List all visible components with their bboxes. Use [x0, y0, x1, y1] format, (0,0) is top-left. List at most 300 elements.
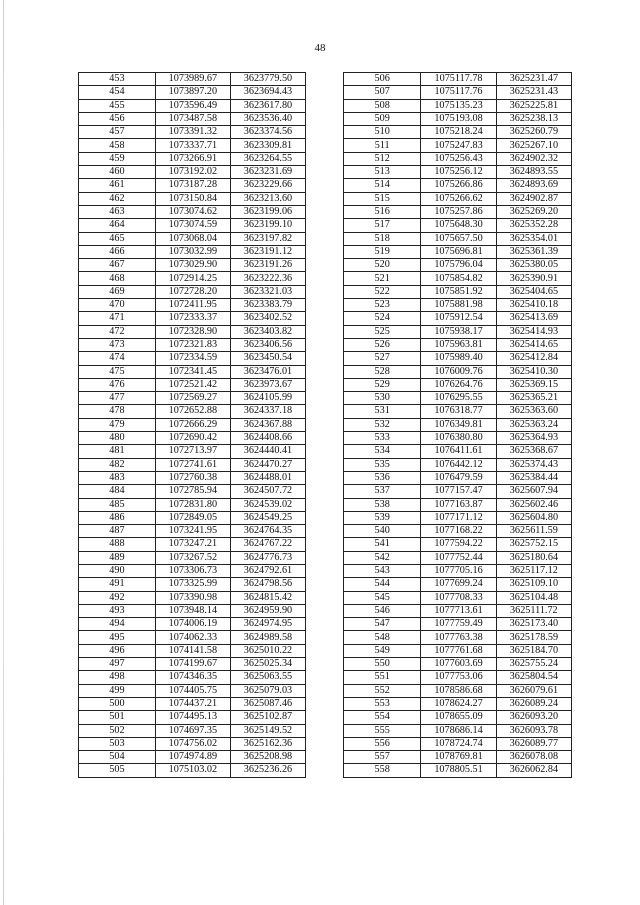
- y-coordinate-cell: 3625260.79: [496, 126, 571, 139]
- x-coordinate-cell: 1074437.21: [155, 697, 230, 710]
- point-number-cell: 501: [79, 711, 156, 724]
- y-coordinate-cell: 3623191.12: [230, 245, 305, 258]
- x-coordinate-cell: 1072569.27: [155, 392, 230, 405]
- y-coordinate-cell: 3625079.03: [230, 684, 305, 697]
- x-coordinate-cell: 1073306.73: [155, 564, 230, 577]
- y-coordinate-cell: 3626093.78: [496, 724, 571, 737]
- point-number-cell: 546: [344, 604, 421, 617]
- point-number-cell: 456: [79, 112, 156, 125]
- y-coordinate-cell: 3625412.84: [496, 352, 571, 365]
- point-number-cell: 548: [344, 631, 421, 644]
- table-row: [79, 604, 306, 617]
- point-number-cell: 531: [344, 405, 421, 418]
- y-coordinate-cell: 3625380.05: [496, 259, 571, 272]
- table-row: [79, 644, 306, 657]
- x-coordinate-cell: 1077594.22: [421, 538, 496, 551]
- x-coordinate-cell: 1072411.95: [155, 299, 230, 312]
- table-row: [79, 232, 306, 245]
- point-number-cell: 526: [344, 338, 421, 351]
- point-number-cell: 455: [79, 99, 156, 112]
- x-coordinate-cell: 1075117.78: [421, 73, 496, 86]
- x-coordinate-cell: 1073325.99: [155, 578, 230, 591]
- table-body: [344, 73, 572, 778]
- x-coordinate-cell: 1075135.23: [421, 99, 496, 112]
- y-coordinate-cell: 3623199.06: [230, 205, 305, 218]
- point-number-cell: 515: [344, 192, 421, 205]
- y-coordinate-cell: 3625374.43: [496, 458, 571, 471]
- table-row: [79, 724, 306, 737]
- y-coordinate-cell: 3625413.69: [496, 312, 571, 325]
- table-row: [79, 418, 306, 431]
- table-row: [344, 245, 572, 258]
- y-coordinate-cell: 3626078.08: [496, 751, 571, 764]
- y-coordinate-cell: 3626093.20: [496, 711, 571, 724]
- point-number-cell: 516: [344, 205, 421, 218]
- x-coordinate-cell: 1072849.05: [155, 511, 230, 524]
- point-number-cell: 513: [344, 166, 421, 179]
- point-number-cell: 489: [79, 551, 156, 564]
- table-row: [344, 166, 572, 179]
- x-coordinate-cell: 1075256.43: [421, 152, 496, 165]
- x-coordinate-cell: 1076479.59: [421, 471, 496, 484]
- y-coordinate-cell: 3623383.79: [230, 299, 305, 312]
- point-number-cell: 459: [79, 152, 156, 165]
- point-number-cell: 462: [79, 192, 156, 205]
- point-number-cell: 507: [344, 86, 421, 99]
- x-coordinate-cell: 1072666.29: [155, 418, 230, 431]
- y-coordinate-cell: 3625109.10: [496, 578, 571, 591]
- x-coordinate-cell: 1077753.06: [421, 671, 496, 684]
- table-row: [79, 511, 306, 524]
- table-row: [344, 485, 572, 498]
- table-row: [79, 245, 306, 258]
- y-coordinate-cell: 3625087.46: [230, 697, 305, 710]
- x-coordinate-cell: 1075989.40: [421, 352, 496, 365]
- x-coordinate-cell: 1078686.14: [421, 724, 496, 737]
- point-number-cell: 533: [344, 432, 421, 445]
- point-number-cell: 495: [79, 631, 156, 644]
- point-number-cell: 484: [79, 485, 156, 498]
- x-coordinate-cell: 1078655.09: [421, 711, 496, 724]
- x-coordinate-cell: 1075696.81: [421, 245, 496, 258]
- point-number-cell: 473: [79, 338, 156, 351]
- x-coordinate-cell: 1075266.86: [421, 179, 496, 192]
- point-number-cell: 464: [79, 219, 156, 232]
- table-row: [79, 618, 306, 631]
- table-row: [79, 272, 306, 285]
- x-coordinate-cell: 1072341.45: [155, 365, 230, 378]
- table-row: [344, 126, 572, 139]
- table-row: [79, 152, 306, 165]
- table-row: [344, 458, 572, 471]
- y-coordinate-cell: 3623973.67: [230, 378, 305, 391]
- y-coordinate-cell: 3625162.36: [230, 737, 305, 750]
- table-row: [79, 578, 306, 591]
- point-number-cell: 487: [79, 525, 156, 538]
- y-coordinate-cell: 3625363.60: [496, 405, 571, 418]
- y-coordinate-cell: 3626089.77: [496, 737, 571, 750]
- table-row: [344, 259, 572, 272]
- x-coordinate-cell: 1073267.52: [155, 551, 230, 564]
- y-coordinate-cell: 3625104.48: [496, 591, 571, 604]
- y-coordinate-cell: 3625410.18: [496, 299, 571, 312]
- y-coordinate-cell: 3626089.24: [496, 697, 571, 710]
- table-row: [79, 73, 306, 86]
- y-coordinate-cell: 3624776.73: [230, 551, 305, 564]
- y-coordinate-cell: 3623617.80: [230, 99, 305, 112]
- table-row: [79, 378, 306, 391]
- table-row: [344, 299, 572, 312]
- table-row: [344, 325, 572, 338]
- y-coordinate-cell: 3624408.66: [230, 432, 305, 445]
- x-coordinate-cell: 1078724.74: [421, 737, 496, 750]
- point-number-cell: 547: [344, 618, 421, 631]
- x-coordinate-cell: 1073596.49: [155, 99, 230, 112]
- table-row: [79, 312, 306, 325]
- y-coordinate-cell: 3625361.39: [496, 245, 571, 258]
- table-row: [79, 485, 306, 498]
- table-row: [79, 445, 306, 458]
- x-coordinate-cell: 1076442.12: [421, 458, 496, 471]
- y-coordinate-cell: 3624764.35: [230, 525, 305, 538]
- y-coordinate-cell: 3624470.27: [230, 458, 305, 471]
- point-number-cell: 460: [79, 166, 156, 179]
- y-coordinate-cell: 3624549.25: [230, 511, 305, 524]
- x-coordinate-cell: 1076009.76: [421, 365, 496, 378]
- y-coordinate-cell: 3625010.22: [230, 644, 305, 657]
- table-row: [79, 259, 306, 272]
- y-coordinate-cell: 3624902.87: [496, 192, 571, 205]
- table-row: [79, 299, 306, 312]
- table-row: [79, 498, 306, 511]
- x-coordinate-cell: 1072321.83: [155, 338, 230, 351]
- x-coordinate-cell: 1072914.25: [155, 272, 230, 285]
- x-coordinate-cell: 1078586.68: [421, 684, 496, 697]
- point-number-cell: 475: [79, 365, 156, 378]
- point-number-cell: 514: [344, 179, 421, 192]
- table-row: [79, 126, 306, 139]
- x-coordinate-cell: 1073074.59: [155, 219, 230, 232]
- x-coordinate-cell: 1073192.02: [155, 166, 230, 179]
- table-row: [79, 764, 306, 777]
- x-coordinate-cell: 1073266.91: [155, 152, 230, 165]
- y-coordinate-cell: 3625149.52: [230, 724, 305, 737]
- table-row: [344, 112, 572, 125]
- table-row: [79, 179, 306, 192]
- x-coordinate-cell: 1074756.02: [155, 737, 230, 750]
- y-coordinate-cell: 3625238.13: [496, 112, 571, 125]
- point-number-cell: 454: [79, 86, 156, 99]
- y-coordinate-cell: 3625390.91: [496, 272, 571, 285]
- point-number-cell: 506: [344, 73, 421, 86]
- table-row: [344, 591, 572, 604]
- point-number-cell: 542: [344, 551, 421, 564]
- table-row: [344, 471, 572, 484]
- y-coordinate-cell: 3625173.40: [496, 618, 571, 631]
- table-row: [79, 86, 306, 99]
- point-number-cell: 499: [79, 684, 156, 697]
- table-row: [344, 697, 572, 710]
- table-row: [344, 86, 572, 99]
- x-coordinate-cell: 1077763.38: [421, 631, 496, 644]
- y-coordinate-cell: 3623264.55: [230, 152, 305, 165]
- x-coordinate-cell: 1076349.81: [421, 418, 496, 431]
- x-coordinate-cell: 1073337.71: [155, 139, 230, 152]
- point-number-cell: 557: [344, 751, 421, 764]
- table-row: [79, 591, 306, 604]
- table-row: [79, 365, 306, 378]
- x-coordinate-cell: 1073187.28: [155, 179, 230, 192]
- y-coordinate-cell: 3624792.61: [230, 564, 305, 577]
- table-row: [79, 551, 306, 564]
- y-coordinate-cell: 3625111.72: [496, 604, 571, 617]
- x-coordinate-cell: 1072713.97: [155, 445, 230, 458]
- x-coordinate-cell: 1078805.51: [421, 764, 496, 777]
- y-coordinate-cell: 3624539.02: [230, 498, 305, 511]
- point-number-cell: 500: [79, 697, 156, 710]
- table-row: [344, 631, 572, 644]
- point-number-cell: 524: [344, 312, 421, 325]
- table-row: [344, 99, 572, 112]
- x-coordinate-cell: 1074006.19: [155, 618, 230, 631]
- point-number-cell: 498: [79, 671, 156, 684]
- table-row: [79, 139, 306, 152]
- point-number-cell: 474: [79, 352, 156, 365]
- x-coordinate-cell: 1072785.94: [155, 485, 230, 498]
- y-coordinate-cell: 3625352.28: [496, 219, 571, 232]
- x-coordinate-cell: 1074974.89: [155, 751, 230, 764]
- x-coordinate-cell: 1076264.76: [421, 378, 496, 391]
- point-number-cell: 469: [79, 285, 156, 298]
- y-coordinate-cell: 3625414.93: [496, 325, 571, 338]
- y-coordinate-cell: 3625384.44: [496, 471, 571, 484]
- table-row: [79, 658, 306, 671]
- table-row: [344, 139, 572, 152]
- table-row: [79, 631, 306, 644]
- y-coordinate-cell: 3625404.65: [496, 285, 571, 298]
- table-row: [79, 219, 306, 232]
- point-number-cell: 461: [79, 179, 156, 192]
- table-row: [79, 458, 306, 471]
- point-number-cell: 480: [79, 432, 156, 445]
- point-number-cell: 511: [344, 139, 421, 152]
- x-coordinate-cell: 1073948.14: [155, 604, 230, 617]
- point-number-cell: 476: [79, 378, 156, 391]
- table-row: [79, 525, 306, 538]
- x-coordinate-cell: 1072333.37: [155, 312, 230, 325]
- x-coordinate-cell: 1073150.84: [155, 192, 230, 205]
- point-number-cell: 482: [79, 458, 156, 471]
- table-row: [344, 538, 572, 551]
- x-coordinate-cell: 1074697.35: [155, 724, 230, 737]
- x-coordinate-cell: 1075648.30: [421, 219, 496, 232]
- y-coordinate-cell: 3625208.98: [230, 751, 305, 764]
- x-coordinate-cell: 1075912.54: [421, 312, 496, 325]
- y-coordinate-cell: 3625804.54: [496, 671, 571, 684]
- table-row: [344, 378, 572, 391]
- y-coordinate-cell: 3623213.60: [230, 192, 305, 205]
- point-number-cell: 535: [344, 458, 421, 471]
- x-coordinate-cell: 1075938.17: [421, 325, 496, 338]
- table-row: [79, 352, 306, 365]
- x-coordinate-cell: 1077713.61: [421, 604, 496, 617]
- y-coordinate-cell: 3625117.12: [496, 564, 571, 577]
- y-coordinate-cell: 3625365.21: [496, 392, 571, 405]
- point-number-cell: 486: [79, 511, 156, 524]
- y-coordinate-cell: 3626079.61: [496, 684, 571, 697]
- y-coordinate-cell: 3624798.56: [230, 578, 305, 591]
- x-coordinate-cell: 1074405.75: [155, 684, 230, 697]
- y-coordinate-cell: 3623694.43: [230, 86, 305, 99]
- point-number-cell: 493: [79, 604, 156, 617]
- x-coordinate-cell: 1075851.92: [421, 285, 496, 298]
- point-number-cell: 494: [79, 618, 156, 631]
- table-row: [79, 697, 306, 710]
- point-number-cell: 457: [79, 126, 156, 139]
- table-row: [344, 418, 572, 431]
- y-coordinate-cell: 3623321.03: [230, 285, 305, 298]
- x-coordinate-cell: 1075796.04: [421, 259, 496, 272]
- point-number-cell: 552: [344, 684, 421, 697]
- table-row: [79, 711, 306, 724]
- y-coordinate-cell: 3624959.90: [230, 604, 305, 617]
- y-coordinate-cell: 3625178.59: [496, 631, 571, 644]
- y-coordinate-cell: 3623536.40: [230, 112, 305, 125]
- point-number-cell: 502: [79, 724, 156, 737]
- table-row: [79, 684, 306, 697]
- x-coordinate-cell: 1072652.88: [155, 405, 230, 418]
- x-coordinate-cell: 1074199.67: [155, 658, 230, 671]
- x-coordinate-cell: 1072521.42: [155, 378, 230, 391]
- point-number-cell: 527: [344, 352, 421, 365]
- point-number-cell: 472: [79, 325, 156, 338]
- x-coordinate-cell: 1078769.81: [421, 751, 496, 764]
- y-coordinate-cell: 3623231.69: [230, 166, 305, 179]
- y-coordinate-cell: 3623403.82: [230, 325, 305, 338]
- x-coordinate-cell: 1076318.77: [421, 405, 496, 418]
- table-row: [79, 737, 306, 750]
- table-row: [344, 192, 572, 205]
- y-coordinate-cell: 3625369.15: [496, 378, 571, 391]
- y-coordinate-cell: 3625368.67: [496, 445, 571, 458]
- x-coordinate-cell: 1075256.12: [421, 166, 496, 179]
- x-coordinate-cell: 1075881.98: [421, 299, 496, 312]
- x-coordinate-cell: 1072690.42: [155, 432, 230, 445]
- table-row: [344, 338, 572, 351]
- y-coordinate-cell: 3626062.84: [496, 764, 571, 777]
- point-number-cell: 491: [79, 578, 156, 591]
- point-number-cell: 512: [344, 152, 421, 165]
- table-row: [344, 711, 572, 724]
- point-number-cell: 554: [344, 711, 421, 724]
- point-number-cell: 470: [79, 299, 156, 312]
- table-row: [344, 751, 572, 764]
- table-row: [79, 392, 306, 405]
- x-coordinate-cell: 1073390.98: [155, 591, 230, 604]
- coordinates-table-left: [78, 72, 306, 778]
- point-number-cell: 492: [79, 591, 156, 604]
- y-coordinate-cell: 3625267.10: [496, 139, 571, 152]
- table-row: [344, 764, 572, 777]
- y-coordinate-cell: 3624989.58: [230, 631, 305, 644]
- x-coordinate-cell: 1077752.44: [421, 551, 496, 564]
- x-coordinate-cell: 1077163.87: [421, 498, 496, 511]
- x-coordinate-cell: 1073989.67: [155, 73, 230, 86]
- point-number-cell: 530: [344, 392, 421, 405]
- point-number-cell: 540: [344, 525, 421, 538]
- point-number-cell: 551: [344, 671, 421, 684]
- y-coordinate-cell: 3624337.18: [230, 405, 305, 418]
- x-coordinate-cell: 1075117.76: [421, 86, 496, 99]
- x-coordinate-cell: 1075103.02: [155, 764, 230, 777]
- point-number-cell: 510: [344, 126, 421, 139]
- x-coordinate-cell: 1076380.80: [421, 432, 496, 445]
- point-number-cell: 505: [79, 764, 156, 777]
- table-row: [344, 205, 572, 218]
- x-coordinate-cell: 1074141.58: [155, 644, 230, 657]
- point-number-cell: 528: [344, 365, 421, 378]
- table-row: [79, 471, 306, 484]
- x-coordinate-cell: 1075657.50: [421, 232, 496, 245]
- point-number-cell: 517: [344, 219, 421, 232]
- table-row: [344, 405, 572, 418]
- table-row: [79, 538, 306, 551]
- x-coordinate-cell: 1077168.22: [421, 525, 496, 538]
- point-number-cell: 471: [79, 312, 156, 325]
- table-row: [79, 192, 306, 205]
- table-row: [344, 365, 572, 378]
- table-row: [344, 525, 572, 538]
- y-coordinate-cell: 3623229.66: [230, 179, 305, 192]
- x-coordinate-cell: 1075218.24: [421, 126, 496, 139]
- y-coordinate-cell: 3624488.01: [230, 471, 305, 484]
- table-body: [79, 73, 306, 778]
- point-number-cell: 523: [344, 299, 421, 312]
- table-row: [344, 392, 572, 405]
- x-coordinate-cell: 1074346.35: [155, 671, 230, 684]
- point-number-cell: 555: [344, 724, 421, 737]
- table-row: [344, 604, 572, 617]
- table-row: [344, 152, 572, 165]
- point-number-cell: 541: [344, 538, 421, 551]
- y-coordinate-cell: 3625611.59: [496, 525, 571, 538]
- y-coordinate-cell: 3625225.81: [496, 99, 571, 112]
- table-row: [344, 179, 572, 192]
- x-coordinate-cell: 1073029.90: [155, 259, 230, 272]
- page-number: 48: [314, 42, 326, 54]
- table-row: [79, 285, 306, 298]
- point-number-cell: 536: [344, 471, 421, 484]
- x-coordinate-cell: 1073068.04: [155, 232, 230, 245]
- table-row: [344, 684, 572, 697]
- point-number-cell: 503: [79, 737, 156, 750]
- y-coordinate-cell: 3625354.01: [496, 232, 571, 245]
- table-row: [79, 112, 306, 125]
- point-number-cell: 525: [344, 325, 421, 338]
- point-number-cell: 478: [79, 405, 156, 418]
- point-number-cell: 466: [79, 245, 156, 258]
- table-row: [344, 578, 572, 591]
- x-coordinate-cell: 1073487.58: [155, 112, 230, 125]
- point-number-cell: 522: [344, 285, 421, 298]
- x-coordinate-cell: 1077157.47: [421, 485, 496, 498]
- x-coordinate-cell: 1072760.38: [155, 471, 230, 484]
- point-number-cell: 556: [344, 737, 421, 750]
- point-number-cell: 518: [344, 232, 421, 245]
- table-row: [344, 73, 572, 86]
- table-row: [344, 671, 572, 684]
- y-coordinate-cell: 3624893.55: [496, 166, 571, 179]
